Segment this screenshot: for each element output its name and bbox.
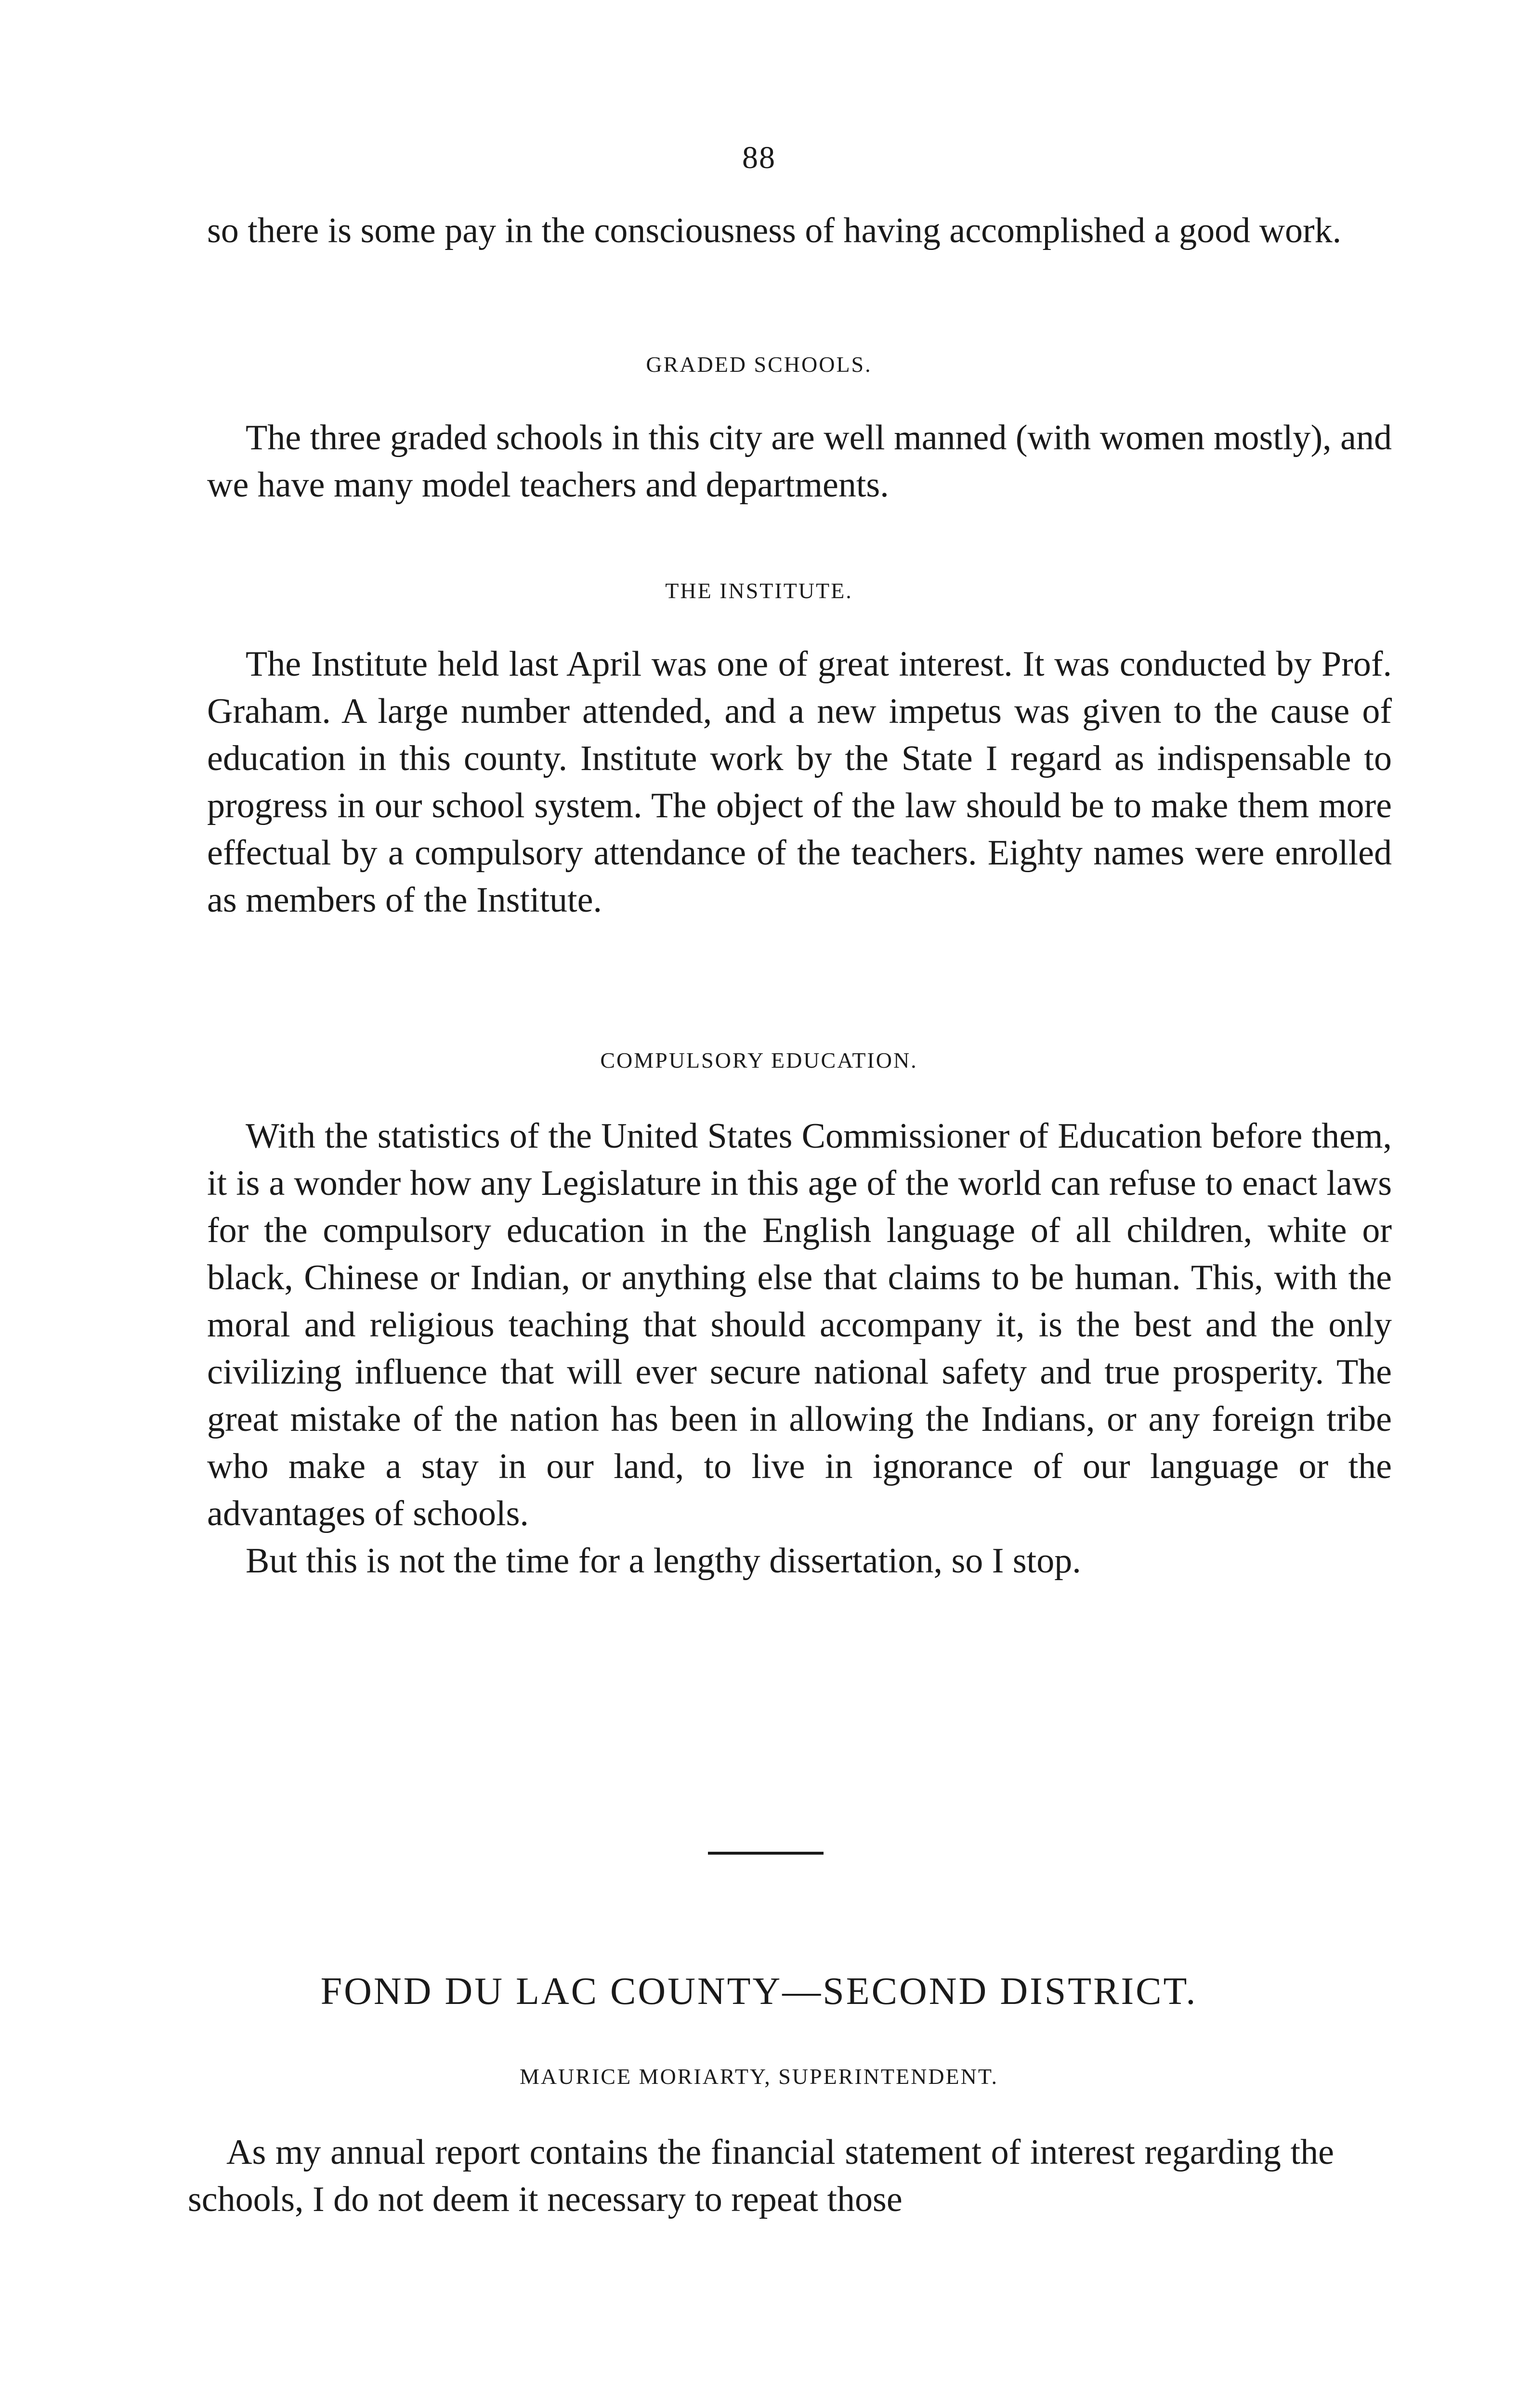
compulsory-education-closing: But this is not the time for a lengthy dissertation, so I stop. [246,1541,1081,1581]
compulsory-education-section [207,1112,1392,1584]
section-divider [708,1852,824,1855]
fond-du-lac-section [188,2129,1334,2223]
page-number: 88 [742,140,776,175]
graded-schools-paragraph: The three graded schools in this city are well manned (with women mostly), and we have many model teachers and departments. [207,418,1392,505]
district-title: FOND DU LAC COUNTY—SECOND DISTRICT. [320,1970,1198,2013]
continuation-text: so there is some pay in the consciousness of having accomplished a good work. [207,211,1342,250]
graded-schools-heading: GRADED SCHOOLS. [646,352,872,377]
compulsory-education-heading: COMPULSORY EDUCATION. [600,1048,918,1073]
superintendent-line: MAURICE MORIARTY, SUPERINTENDENT. [519,2064,999,2089]
institute-heading: THE INSTITUTE. [665,578,853,603]
institute-paragraph: The Institute held last April was one of great interest. It was conducted by Prof. Graham. A large number attended, and a new impetus was given to the cause of education in this county. Institute work by the State I regard as indispensable to progress in our school system. The object of the law should be to make them more effectual by a compulsory attendance of the teachers. Eighty names were enrolled as members of the Institute. [207,644,1392,920]
compulsory-education-paragraph: With the statistics of the United States Commissioner of Education before them, it is a wonder how any Legislature in this age of the world can refuse to enact laws for the compulsory education in the English language of all children, white or black, Chinese or Indian, or anything else that claims to be human. This, with the moral and religious teaching that should accompany it, is the best and the only civilizing influence that will ever secure national safety and true prosperity. The great mistake of the nation has been in allowing the Indians, or any foreign tribe who make a stay in our land, to live in ignorance of our language or the advantages of schools. [207,1116,1392,1533]
fond-du-lac-paragraph: As my annual report contains the financial statement of interest regarding the schools, I do not deem it necessary to repeat those [188,2133,1334,2219]
graded-schools-section [207,414,1392,509]
continuation-paragraph [207,207,1392,254]
institute-section [207,641,1392,924]
